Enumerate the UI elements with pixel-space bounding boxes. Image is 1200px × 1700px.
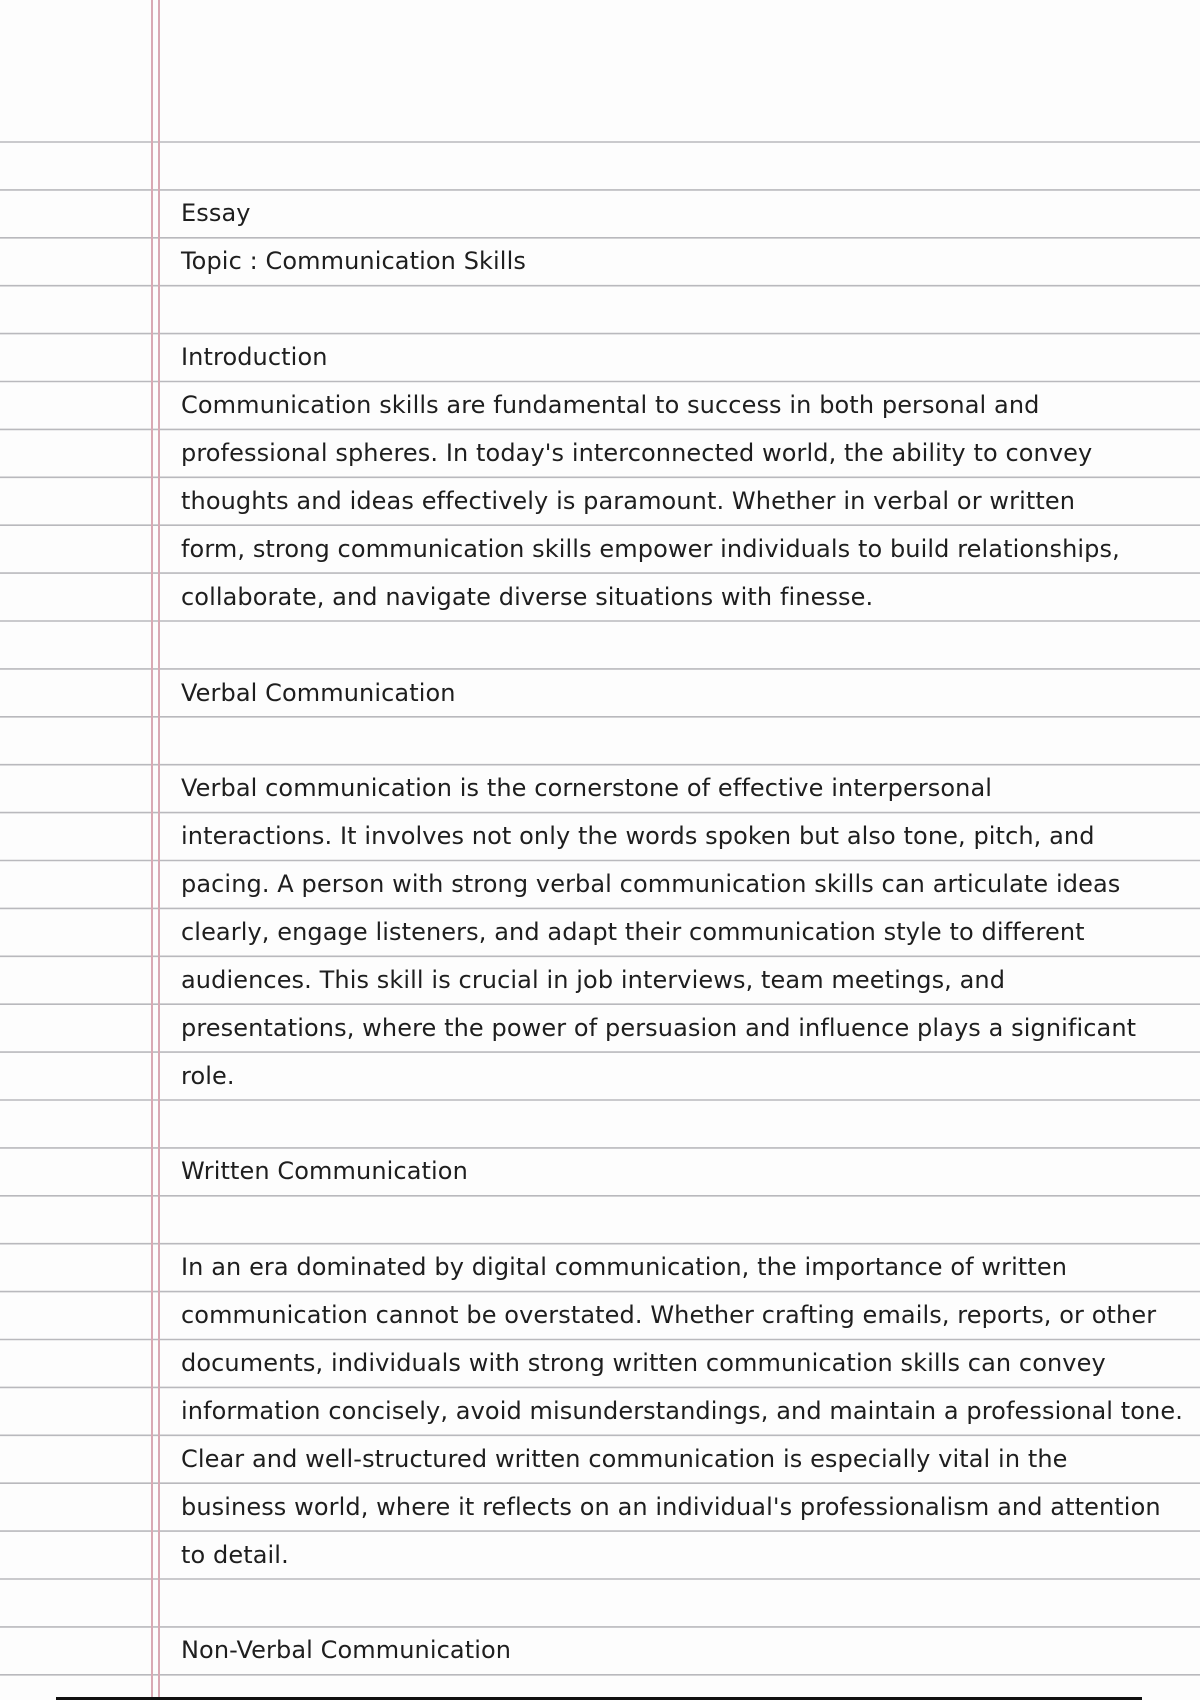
- essay-title: Essay: [181, 199, 251, 227]
- paragraph-line: presentations, where the power of persuasion and influence plays a significant: [181, 1014, 1137, 1042]
- paragraph-line: Verbal communication is the cornerstone of effective interpersonal: [181, 774, 993, 802]
- paragraph-line: Clear and well-structured written communication is especially vital in the: [181, 1445, 1068, 1473]
- essay-topic: Topic : Communication Skills: [181, 247, 526, 275]
- paragraph-line: information concisely, avoid misunderstandings, and maintain a professional tone.: [181, 1397, 1183, 1425]
- paragraph-line: to detail.: [181, 1541, 289, 1569]
- paragraph-line: documents, individuals with strong written communication skills can convey: [181, 1349, 1106, 1377]
- section-heading-verbal: Verbal Communication: [181, 679, 456, 707]
- paragraph-line: In an era dominated by digital communication, the importance of written: [181, 1253, 1068, 1281]
- paragraph-line: Communication skills are fundamental to success in both personal and: [181, 391, 1040, 419]
- paragraph-line: role.: [181, 1062, 235, 1090]
- paragraph-line: business world, where it reflects on an individual's professionalism and attention: [181, 1493, 1161, 1521]
- paragraph-line: thoughts and ideas effectively is paramount. Whether in verbal or written: [181, 487, 1076, 515]
- paragraph-line: collaborate, and navigate diverse situations with finesse.: [181, 583, 874, 611]
- paragraph-line: audiences. This skill is crucial in job interviews, team meetings, and: [181, 966, 1006, 994]
- paragraph-line: form, strong communication skills empower individuals to build relationships,: [181, 535, 1120, 563]
- paragraph-line: communication cannot be overstated. Whether crafting emails, reports, or other: [181, 1301, 1157, 1329]
- section-heading-introduction: Introduction: [181, 343, 328, 371]
- paragraph-line: clearly, engage listeners, and adapt their communication style to different: [181, 918, 1085, 946]
- paragraph-line: pacing. A person with strong verbal communication skills can articulate ideas: [181, 870, 1121, 898]
- section-heading-written: Written Communication: [181, 1157, 468, 1185]
- paragraph-line: professional spheres. In today's interconnected world, the ability to convey: [181, 439, 1093, 467]
- paragraph-line: interactions. It involves not only the words spoken but also tone, pitch, and: [181, 822, 1095, 850]
- section-heading-nonverbal: Non-Verbal Communication: [181, 1636, 512, 1664]
